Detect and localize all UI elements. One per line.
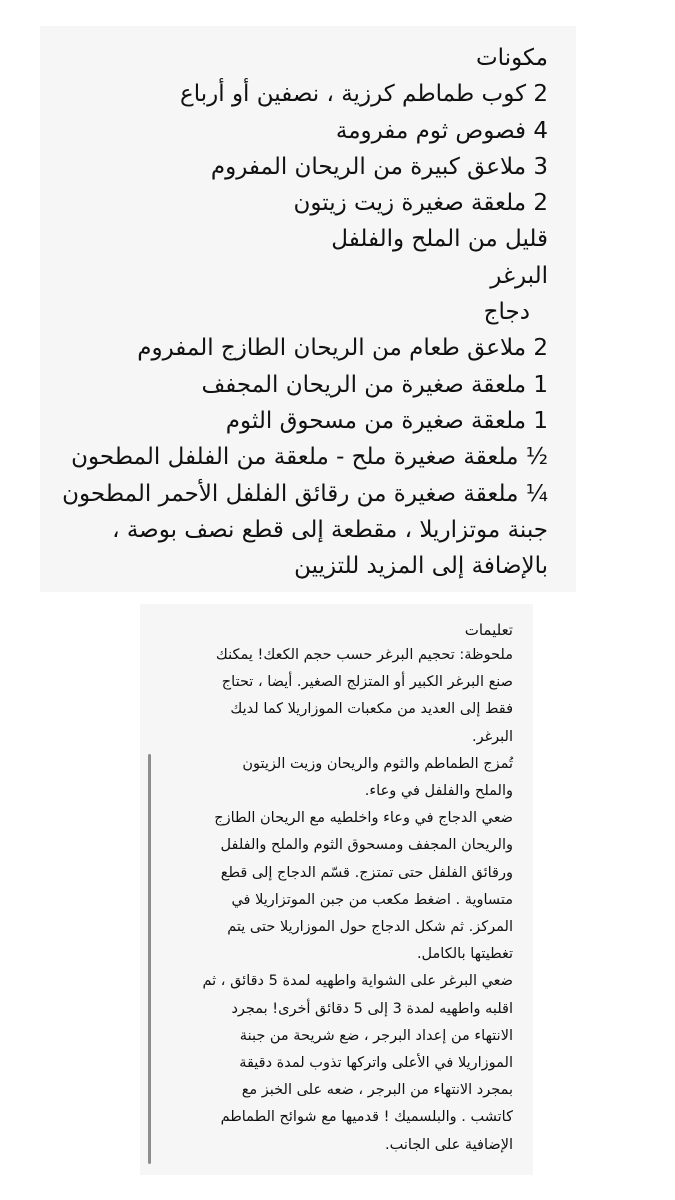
instruction-line: اقلبه واطهيه لمدة 3 إلى 5 دقائق أخرى! بمجرد: [231, 1000, 513, 1017]
instructions-title: تعليمات: [464, 621, 513, 639]
instruction-line: المركز. ثم شكل الدجاج حول الموزاريلا حتى يتم: [227, 919, 513, 936]
instruction-line: الإضافية على الجانب.: [385, 1136, 513, 1153]
ingredient-line: 2 كوب طماطم كرزية ، نصفين أو أرباع: [180, 81, 548, 108]
ingredient-line: 2 ملاعق طعام من الريحان الطازج المفروم: [137, 335, 548, 362]
ingredients-panel: [40, 26, 576, 592]
ingredient-line: 4 فصوص ثوم مفرومة: [335, 117, 548, 144]
instruction-line: ضعي الدجاج في وعاء واخلطيه مع الريحان الطازج: [214, 810, 513, 827]
ingredient-line: 2 ملعقة صغيرة زيت زيتون: [293, 190, 548, 217]
instruction-line: الموزاريلا في الأعلى واتركها تذوب لمدة دقيقة: [239, 1055, 513, 1072]
ingredient-line: ¼ ملعقة صغيرة من رقائق الفلفل الأحمر المطحون: [62, 480, 548, 507]
instruction-line: بمجرد الانتهاء من البرجر ، ضعه على الخبز مع: [241, 1082, 513, 1099]
instruction-line: كاتشب . والبلسميك ! قدميها مع شوائح الطماطم: [220, 1109, 513, 1126]
instruction-line: صنع البرغر الكبير أو المتزلج الصغير. أيضا ، تحتاج: [221, 674, 513, 691]
ingredients-heading: مكونات: [476, 45, 548, 71]
burger-subheading: البرغر: [490, 262, 548, 289]
instruction-line: فقط إلى العديد من مكعبات الموزاريلا كما لديك: [230, 701, 513, 718]
ingredient-line: بالإضافة إلى المزيد للتزيين: [294, 553, 548, 580]
instruction-line: تُمزج الطماطم والثوم والريحان وزيت الزيتون: [242, 755, 513, 772]
scrollbar-thumb[interactable]: [148, 754, 151, 1164]
ingredient-line: جبنة موتزاريلا ، مقطعة إلى قطع نصف بوصة ،: [112, 516, 548, 543]
ingredient-line: 3 ملاعق كبيرة من الريحان المفروم: [210, 153, 548, 180]
instruction-line: والملح والفلفل في وعاء.: [364, 783, 513, 800]
ingredient-line: 1 ملعقة صغيرة من الريحان المجفف: [201, 371, 548, 398]
instruction-line: ورقائق الفلفل حتى تمتزج. قسّم الدجاج إلى قطع: [220, 864, 513, 881]
chicken-subheading: دجاج: [483, 299, 530, 326]
instruction-line: ضعي البرغر على الشواية واطهيه لمدة 5 دقائق ، ثم: [202, 973, 513, 990]
instruction-line: البرغر.: [471, 728, 513, 745]
instruction-line: والريحان المجفف ومسحوق الثوم والملح والفلفل: [220, 837, 513, 854]
instruction-line: تغطيتها بالكامل.: [416, 946, 513, 963]
instruction-line: الانتهاء من إعداد البرجر ، ضع شريحة من جبنة: [239, 1027, 513, 1044]
instruction-line: ملحوظة: تحجيم البرغر حسب حجم الكعك! يمكنك: [215, 647, 513, 663]
ingredient-line: قليل من الملح والفلفل: [331, 226, 548, 253]
ingredient-line: ½ ملعقة صغيرة ملح - ملعقة من الفلفل المطحون: [71, 444, 548, 471]
instruction-line: متساوية . اضغط مكعب من جبن الموتزاريلا في: [231, 891, 513, 908]
instructions-panel: [140, 604, 533, 1175]
ingredient-line: 1 ملعقة صغيرة من مسحوق الثوم: [225, 407, 548, 434]
